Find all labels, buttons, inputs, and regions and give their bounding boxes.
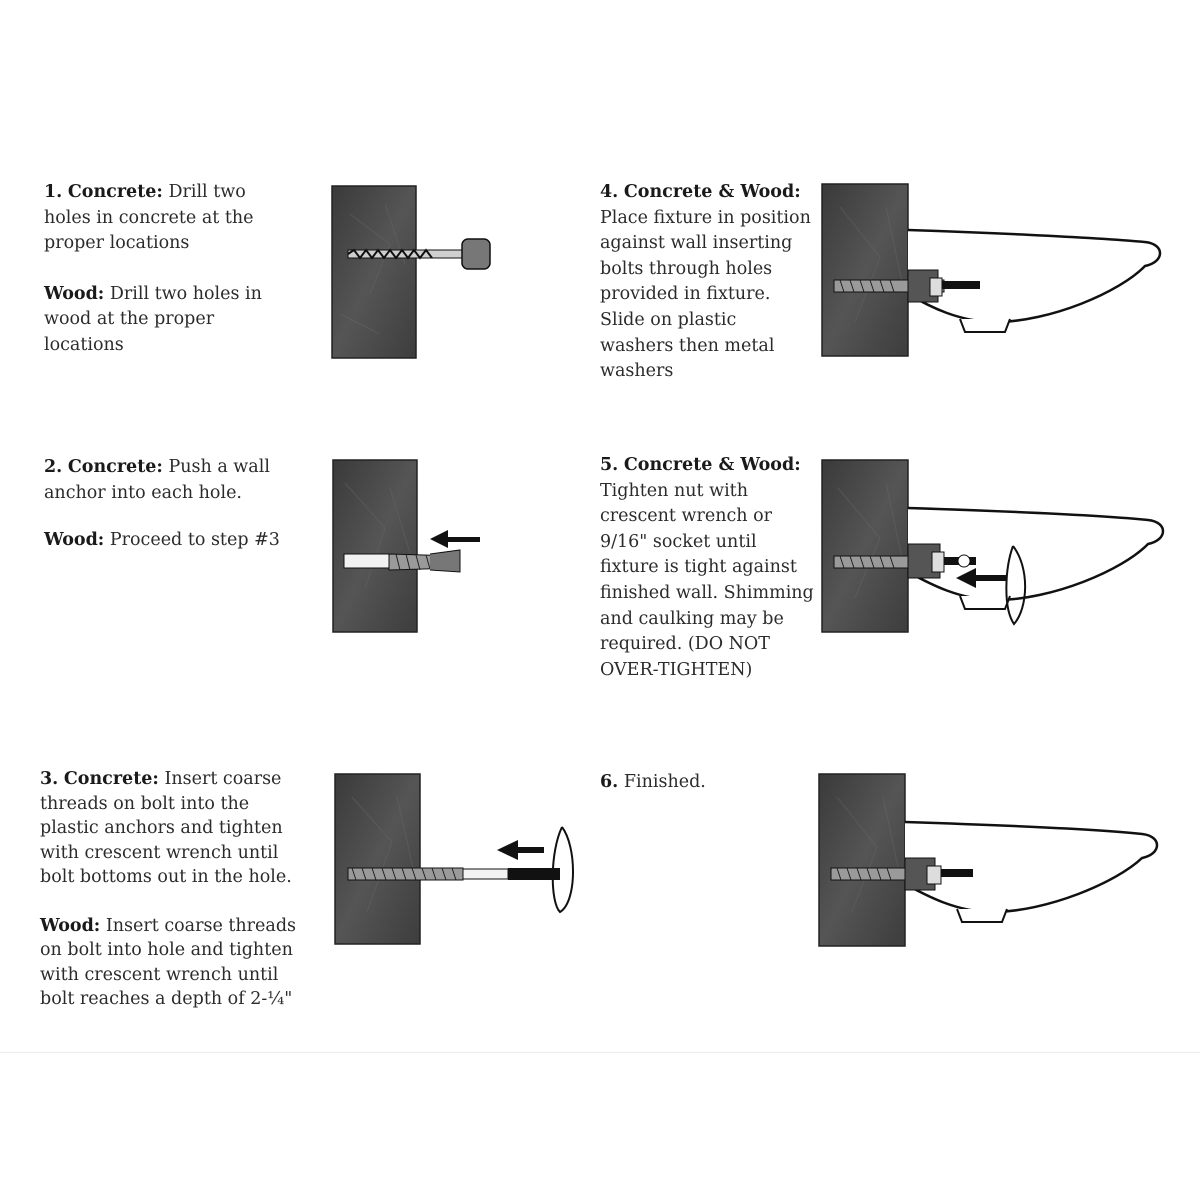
wall-block	[332, 186, 416, 358]
step-4-label: Concrete & Wood:	[623, 182, 801, 202]
arrow-left-icon	[430, 530, 480, 548]
step-4-number: 4.	[600, 182, 619, 202]
step-3-concrete-label: Concrete:	[63, 769, 159, 789]
step-4-heading	[600, 180, 815, 206]
step-6-heading	[600, 770, 800, 796]
arrow-left-icon	[497, 840, 544, 860]
step-2-wood	[44, 528, 294, 554]
step-5-body: Tighten nut with crescent wrench or 9/16" socket until fixture is tight against finished wall. Shimming and caulking may be required. (DO NOT OVER-TIGHTEN)	[600, 480, 814, 680]
step-3-text	[40, 767, 310, 1012]
wall-block	[822, 460, 908, 632]
step-5-number: 5.	[600, 455, 619, 475]
step-3-wood-text: Insert coarse threads on bolt into hole and tighten with crescent wrench until bolt reaches a depth of 2-¼"	[40, 915, 297, 1009]
step-1-concrete	[44, 180, 294, 257]
step-1-text	[44, 180, 294, 359]
step-3-number: 3.	[40, 769, 59, 789]
wall-block	[335, 774, 420, 944]
step-1-wood	[44, 282, 294, 359]
step-1-drill-illustration	[330, 184, 500, 360]
step-3-bolt-illustration	[332, 772, 577, 946]
bottom-divider	[0, 1052, 1200, 1053]
step-4-text	[600, 180, 815, 385]
step-4-body: Place fixture in position against wall inserting bolts through holes provided in fixture. Slide on plastic washers then metal washers	[600, 207, 811, 382]
step-6-text	[600, 770, 800, 796]
wall-block	[819, 774, 905, 946]
step-1-concrete-label: Concrete:	[67, 182, 163, 202]
step-1-concrete-text: Drill two holes in concrete at the proper locations	[44, 182, 254, 254]
wall-block	[333, 460, 417, 632]
step-2-concrete-label: Concrete:	[67, 457, 163, 477]
step-2-concrete	[44, 455, 294, 506]
step-2-anchor-illustration	[330, 458, 490, 634]
step-2-concrete-text: Push a wall anchor into each hole.	[44, 457, 270, 503]
step-3-concrete	[40, 767, 310, 890]
step-5-heading	[600, 453, 818, 479]
step-6-number: 6.	[600, 772, 619, 792]
step-3-concrete-text: Insert coarse threads on bolt into the plastic anchors and tighten with crescent wrench until bolt bottoms out in the hole.	[40, 769, 292, 887]
step-2-wood-text: Proceed to step #3	[109, 530, 280, 551]
step-6-body: Finished.	[623, 772, 706, 792]
step-5-label: Concrete & Wood:	[623, 455, 801, 475]
bolt-icon	[348, 868, 560, 880]
step-5-tighten-illustration	[820, 458, 1170, 634]
step-3-wood	[40, 914, 310, 1012]
step-2-number: 2.	[44, 457, 63, 477]
step-6-finished-illustration	[817, 772, 1162, 948]
step-1-wood-text: Drill two holes in wood at the proper locations	[44, 283, 262, 355]
step-1-wood-label: Wood:	[44, 283, 105, 304]
step-2-text	[44, 455, 294, 554]
step-2-wood-label: Wood:	[44, 530, 105, 551]
wall-block	[822, 184, 908, 356]
step-3-wood-label: Wood:	[40, 915, 101, 936]
step-1-number: 1.	[44, 182, 63, 202]
step-4-fixture-illustration	[820, 182, 1165, 358]
step-5-text	[600, 453, 818, 683]
